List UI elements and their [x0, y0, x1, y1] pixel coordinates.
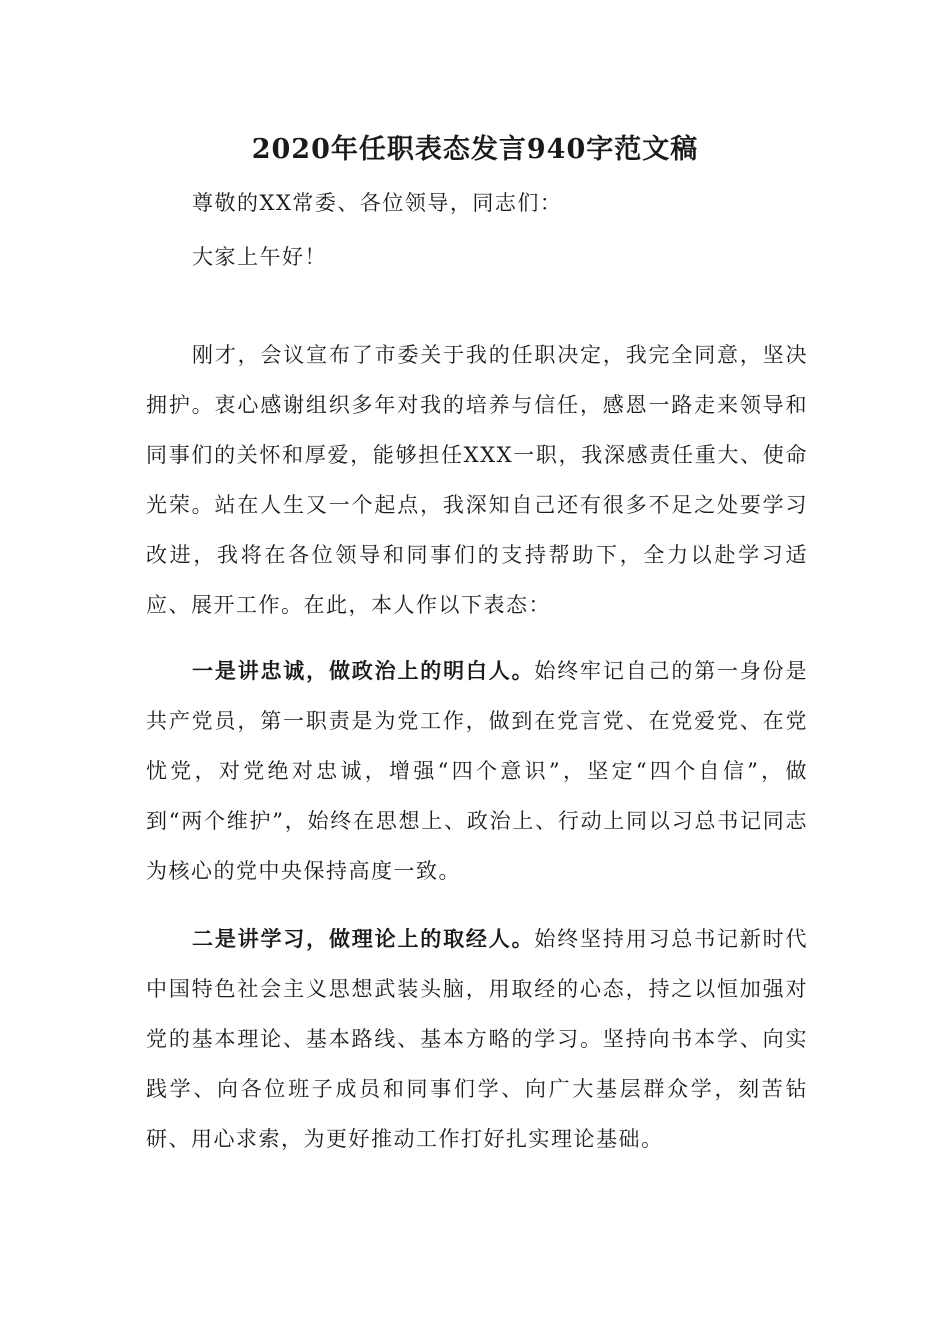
document-title: 2020年任职表态发言940字范文稿	[251, 134, 699, 165]
paragraph-loyalty	[146, 646, 808, 896]
paragraph-loyalty-body	[146, 646, 808, 896]
paragraph-learning-body	[146, 914, 808, 1164]
paragraph-intro-text: 刚才，会议宣布了市委关于我的任职决定，我完全同意，坚决拥护。衷心感谢组织多年对我的培养与信任，感恩一路走来领导和同事们的关怀和厚爱，能够担任XXX一职，我深感责任重大、使命光荣。站在人生又一个起点，我深知自己还有很多不足之处要学习改进，我将在各位领导和同事们的支持帮助下，全力以赴学习适应、展开工作。在此，本人作以下表态：	[146, 343, 808, 617]
paragraph-loyalty-lead: 一是讲忠诚，做政治上的明白人。	[192, 658, 535, 683]
salutation	[146, 178, 808, 228]
paragraph-loyalty-text: 始终牢记自己的第一身份是共产党员，第一职责是为党工作，做到在党言党、在党爱党、在党忧党，对党绝对忠诚，增强“四个意识”，坚定“四个自信”，做到“两个维护”，始终在思想上、政治上、行动上同以习总书记同志为核心的党中央保持高度一致。	[146, 659, 809, 883]
salutation-text: 尊敬的XX常委、各位领导，同志们：	[192, 191, 563, 215]
paragraph-learning-lead: 二是讲学习，做理论上的取经人。	[192, 926, 535, 951]
paragraph-learning	[146, 914, 808, 1164]
opening-greeting	[146, 232, 808, 282]
paragraph-learning-text: 始终坚持用习总书记新时代中国特色社会主义思想武装头脑，用取经的心态，持之以恒加强对党的基本理论、基本路线、基本方略的学习。坚持向书本学、向实践学、向各位班子成员和同事们学、向广大基层群众学，刻苦钻研、用心求索，为更好推动工作打好扎实理论基础。	[146, 927, 809, 1151]
paragraph-intro	[146, 330, 808, 630]
opening-greeting-text: 大家上午好！	[192, 245, 327, 269]
